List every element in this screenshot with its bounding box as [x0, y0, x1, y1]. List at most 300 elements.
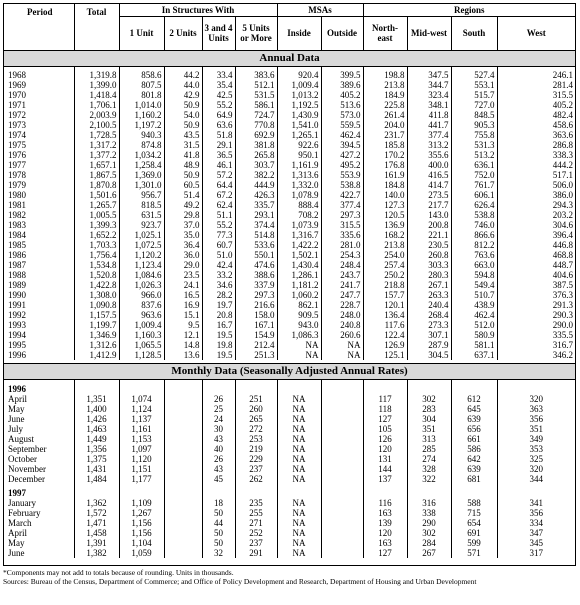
table-row [4, 474, 575, 484]
value-cell: 1,422.8 [74, 280, 119, 290]
value-cell: 338 [407, 508, 451, 518]
value-cell: 1,120 [119, 454, 164, 464]
value-cell: 1,312.6 [74, 340, 119, 350]
value-cell: NA [277, 394, 321, 404]
value-cell: 1,153 [119, 434, 164, 444]
value-cell: 1,502.1 [277, 250, 321, 260]
value-cell: 51.4 [164, 190, 202, 200]
value-cell: 50 [202, 538, 235, 548]
value-cell [321, 404, 363, 414]
value-cell: 1,534.8 [74, 260, 119, 270]
value-cell: 1,520.8 [74, 270, 119, 280]
value-cell: 51.1 [202, 210, 235, 220]
value-cell: 458.6 [552, 119, 574, 130]
table-row [4, 310, 575, 320]
value-cell: 1,104 [119, 538, 164, 548]
period-cell: 1981 [4, 200, 74, 210]
value-cell: 272 [235, 424, 277, 434]
value-cell: 888.4 [277, 200, 321, 210]
value-cell: 77.3 [202, 230, 235, 240]
value-cell: 1,412.9 [74, 350, 119, 360]
value-cell: 1,060.2 [277, 290, 321, 300]
value-cell [164, 508, 202, 518]
value-cell [321, 548, 363, 558]
value-cell: 549.4 [451, 280, 497, 290]
value-cell: 200.8 [407, 220, 451, 230]
monthly-data-title: Monthly Data (Seasonally Adjusted Annual Rates) [4, 363, 575, 379]
value-cell: 254.0 [363, 250, 407, 260]
value-cell: 14.8 [164, 340, 202, 350]
value-cell: NA [277, 498, 321, 508]
value-cell: 966.0 [119, 290, 164, 300]
value-cell: 1,317.2 [74, 140, 119, 150]
value-cell: 923.7 [119, 220, 164, 230]
header-regions: Regions [363, 4, 575, 16]
value-cell: 36.4 [164, 240, 202, 250]
header-west: West [497, 16, 575, 50]
value-cell: 1,351 [74, 394, 119, 404]
value-cell: 1,657.1 [74, 160, 119, 170]
value-cell: 387.5 [552, 279, 574, 290]
value-cell: 252 [235, 528, 277, 538]
period-cell: 1982 [4, 210, 74, 220]
value-cell: 351 [407, 424, 451, 434]
value-cell: 1,161.9 [277, 160, 321, 170]
value-cell: 286.8 [552, 139, 574, 150]
value-cell: 1,005.5 [74, 210, 119, 220]
value-cell: 307.1 [407, 330, 451, 340]
value-cell: 411.8 [407, 110, 451, 120]
value-cell: 1,137 [119, 414, 164, 424]
value-cell: 2,100.5 [74, 120, 119, 130]
table-row [4, 548, 575, 558]
value-cell: 637.1 [451, 350, 497, 360]
value-cell: 1,286.1 [277, 270, 321, 280]
value-cell: 639 [451, 414, 497, 424]
value-cell: 167.1 [235, 320, 277, 330]
value-cell: 1,014.0 [119, 100, 164, 110]
value-cell: 389.6 [321, 80, 363, 90]
value-cell: 715 [451, 508, 497, 518]
value-cell: 230.5 [407, 240, 451, 250]
value-cell: 1,422.2 [277, 240, 321, 250]
value-cell: 533.6 [235, 240, 277, 250]
period-cell: June [4, 548, 74, 558]
value-cell: 812.2 [451, 240, 497, 250]
period-cell: 1976 [4, 150, 74, 160]
value-cell: 273.3 [407, 320, 451, 330]
table-row [4, 220, 575, 230]
period-cell: 1987 [4, 260, 74, 270]
value-cell: 612 [451, 394, 497, 404]
value-cell: 691 [451, 528, 497, 538]
table-row [4, 498, 575, 508]
value-cell: 219 [235, 444, 277, 454]
value-cell: 44.2 [164, 66, 202, 80]
value-cell: 639 [451, 464, 497, 474]
value-cell: 376.3 [552, 289, 574, 300]
value-cell: 1,013.2 [277, 90, 321, 100]
period-cell: April [4, 528, 74, 538]
table-row [4, 320, 575, 330]
value-cell: 60.7 [202, 240, 235, 250]
value-cell: 1,177 [119, 474, 164, 484]
value-cell: 514.8 [235, 230, 277, 240]
value-cell [164, 464, 202, 474]
period-cell: June [4, 414, 74, 424]
value-cell: 1,652.2 [74, 230, 119, 240]
value-cell: 42.9 [164, 90, 202, 100]
value-cell: 1,426 [74, 414, 119, 424]
value-cell: 322 [407, 474, 451, 484]
value-cell: 1,109 [119, 498, 164, 508]
value-cell: 140.0 [363, 190, 407, 200]
value-cell: 240.8 [321, 320, 363, 330]
value-cell [164, 444, 202, 454]
value-cell: 40 [202, 444, 235, 454]
value-cell [321, 434, 363, 444]
value-cell: 1,449 [74, 434, 119, 444]
table-row [4, 424, 575, 434]
value-cell: 120 [363, 528, 407, 538]
value-cell: 761.7 [451, 180, 497, 190]
value-cell: 1,431 [74, 464, 119, 474]
value-cell: 45 [202, 474, 235, 484]
year-heading-row [4, 484, 575, 498]
value-cell: 399.5 [321, 66, 363, 80]
value-cell: 250.2 [363, 270, 407, 280]
value-cell: 770.8 [235, 120, 277, 130]
value-cell: NA [277, 528, 321, 538]
value-cell: 581.1 [451, 340, 497, 350]
value-cell: NA [277, 538, 321, 548]
value-cell: 1,463 [74, 424, 119, 434]
value-cell: 63.6 [202, 120, 235, 130]
value-cell [164, 434, 202, 444]
value-cell: 1,430.4 [277, 260, 321, 270]
table-row [4, 340, 575, 350]
table-row [4, 270, 575, 280]
value-cell: 246.1 [552, 69, 574, 80]
value-cell: 315.5 [552, 89, 574, 100]
table-row [4, 180, 575, 190]
period-cell: November [4, 464, 74, 474]
value-cell: 426.3 [235, 190, 277, 200]
value-cell: 268.4 [407, 310, 451, 320]
value-cell: 642 [451, 454, 497, 464]
value-cell: 1,157.5 [74, 310, 119, 320]
value-cell: 538.8 [451, 210, 497, 220]
value-cell: 126.9 [363, 340, 407, 350]
value-cell [321, 528, 363, 538]
value-cell: 383.6 [235, 66, 277, 80]
period-cell: October [4, 454, 74, 464]
value-cell [164, 518, 202, 528]
value-cell: 1,192.5 [277, 100, 321, 110]
value-cell [164, 548, 202, 558]
value-cell [321, 474, 363, 484]
value-cell: 241.7 [321, 280, 363, 290]
value-cell: 43 [202, 434, 235, 444]
value-cell: 531.5 [235, 90, 277, 100]
value-cell: 139 [363, 518, 407, 528]
value-cell: 848.5 [451, 110, 497, 120]
value-cell: 692.9 [235, 130, 277, 140]
value-cell: 303.3 [407, 260, 451, 270]
value-cell: 580.9 [451, 330, 497, 340]
period-cell: 1985 [4, 240, 74, 250]
year-heading: 1997 [4, 484, 74, 498]
value-cell: 257.4 [363, 260, 407, 270]
value-cell: 1,009.4 [119, 320, 164, 330]
value-cell: 26 [202, 454, 235, 464]
value-cell: 345 [529, 537, 544, 548]
value-cell: 184.9 [363, 90, 407, 100]
value-cell: 247.7 [321, 290, 363, 300]
value-cell: 1,025.1 [119, 230, 164, 240]
value-cell: 1,756.4 [74, 250, 119, 260]
period-cell: 1969 [4, 80, 74, 90]
value-cell: 251.3 [235, 350, 277, 360]
value-cell: 527.4 [451, 66, 497, 80]
value-cell: 656 [451, 424, 497, 434]
period-cell: April [4, 394, 74, 404]
value-cell: 347 [529, 527, 544, 538]
value-cell: 663.0 [451, 260, 497, 270]
value-cell: 28.2 [202, 290, 235, 300]
value-cell: 724.7 [235, 110, 277, 120]
value-cell: 1,151 [119, 464, 164, 474]
period-cell: 1995 [4, 340, 74, 350]
value-cell: 495.2 [321, 160, 363, 170]
value-cell: 335.6 [321, 230, 363, 240]
value-cell: 24 [202, 414, 235, 424]
value-cell: 550.1 [235, 250, 277, 260]
value-cell: 34.6 [202, 280, 235, 290]
value-cell: 1,258.4 [119, 160, 164, 170]
value-cell: 213.8 [363, 80, 407, 90]
period-cell: 1968 [4, 66, 74, 80]
period-cell: 1991 [4, 300, 74, 310]
value-cell: 260 [235, 404, 277, 414]
footnote-components: *Components may not add to totals because of rounding. Units in thousands. [3, 568, 234, 577]
value-cell: 441.7 [407, 120, 451, 130]
value-cell: 1,120.2 [119, 250, 164, 260]
value-cell: 303.7 [235, 160, 277, 170]
value-cell: 512.0 [451, 320, 497, 330]
value-cell: 18 [202, 498, 235, 508]
header-south: South [451, 16, 497, 50]
value-cell: 394.5 [321, 140, 363, 150]
value-cell: 654 [451, 518, 497, 528]
value-cell: 344 [529, 473, 544, 484]
period-cell: 1988 [4, 270, 74, 280]
value-cell: 51.8 [202, 130, 235, 140]
value-cell: 404.6 [552, 269, 574, 280]
value-cell: 48.9 [164, 160, 202, 170]
header-in-structures: In Structures With [119, 4, 277, 16]
value-cell: 283 [407, 404, 451, 414]
period-cell: 1977 [4, 160, 74, 170]
value-cell: 1,078.9 [277, 190, 321, 200]
value-cell: 588 [451, 498, 497, 508]
value-cell: 513.2 [451, 150, 497, 160]
value-cell: 1,065.5 [119, 340, 164, 350]
value-cell: 2,003.9 [74, 110, 119, 120]
value-cell: NA [277, 434, 321, 444]
value-cell: 161.9 [363, 170, 407, 180]
value-cell: 1,128.5 [119, 350, 164, 360]
value-cell: 482.4 [552, 109, 574, 120]
period-cell: 1975 [4, 140, 74, 150]
value-cell: 444.2 [552, 159, 574, 170]
value-cell: 304 [407, 414, 451, 424]
value-cell: 1,430.9 [277, 110, 321, 120]
value-cell: 316.7 [552, 339, 574, 350]
value-cell: 229 [235, 454, 277, 464]
value-cell: 265.8 [235, 150, 277, 160]
table-row [4, 508, 575, 518]
value-cell: 1,400 [74, 404, 119, 414]
value-cell: 1,377.2 [74, 150, 119, 160]
value-cell: 216.6 [235, 300, 277, 310]
value-cell: 1,267 [119, 508, 164, 518]
value-cell: 24.1 [164, 280, 202, 290]
value-cell: 37.0 [164, 220, 202, 230]
value-cell [164, 454, 202, 464]
value-cell: 25 [202, 404, 235, 414]
value-cell: 320 [529, 463, 544, 474]
value-cell: NA [277, 518, 321, 528]
value-cell: 323.4 [407, 90, 451, 100]
value-cell: 31.5 [164, 140, 202, 150]
value-cell: NA [277, 444, 321, 454]
value-cell: 553.9 [321, 170, 363, 180]
value-cell: 858.6 [119, 66, 164, 80]
value-cell: 448.7 [552, 259, 574, 270]
value-cell: 265 [235, 414, 277, 424]
value-cell: 348.1 [407, 100, 451, 110]
value-cell: 462.4 [321, 130, 363, 140]
value-cell: 285 [407, 444, 451, 454]
value-cell: 29.0 [164, 260, 202, 270]
value-cell: 1,124 [119, 404, 164, 414]
value-cell: 338.3 [552, 149, 574, 160]
value-cell: 1,059 [119, 548, 164, 558]
value-cell: 304.6 [552, 219, 574, 230]
value-cell [321, 454, 363, 464]
value-cell: 1,084.6 [119, 270, 164, 280]
value-cell: 474.6 [235, 260, 277, 270]
value-cell: 427.2 [321, 150, 363, 160]
table-row [4, 240, 575, 250]
table-row [4, 290, 575, 300]
period-cell: 1971 [4, 100, 74, 110]
period-cell: 1983 [4, 220, 74, 230]
value-cell: 280.3 [407, 270, 451, 280]
value-cell: 531.3 [451, 140, 497, 150]
value-cell: 237 [235, 538, 277, 548]
period-cell: 1986 [4, 250, 74, 260]
value-cell: 356 [529, 507, 544, 518]
value-cell: 19.5 [202, 330, 235, 340]
value-cell: 143.0 [407, 210, 451, 220]
value-cell: 1,160.2 [119, 110, 164, 120]
value-cell: 636.1 [451, 160, 497, 170]
value-cell: 116 [363, 498, 407, 508]
value-cell: 248.0 [321, 310, 363, 320]
period-cell: 1972 [4, 110, 74, 120]
value-cell: 1,319.8 [74, 66, 119, 80]
table-row [4, 130, 575, 140]
value-cell [321, 394, 363, 404]
value-cell: 294.3 [552, 199, 574, 210]
value-cell: 763.6 [451, 250, 497, 260]
table-row [4, 230, 575, 240]
table-row [4, 100, 575, 110]
value-cell: 137 [363, 474, 407, 484]
value-cell: 43.5 [164, 130, 202, 140]
value-cell: 1,161 [119, 424, 164, 434]
period-cell: 1980 [4, 190, 74, 200]
value-cell: 291.3 [552, 299, 574, 310]
table-row [4, 444, 575, 454]
value-cell: 235 [235, 498, 277, 508]
value-cell: 163 [363, 508, 407, 518]
monthly-data-body [4, 363, 575, 558]
value-cell [164, 538, 202, 548]
value-cell: NA [277, 404, 321, 414]
table-row [4, 260, 575, 270]
period-cell: May [4, 404, 74, 414]
value-cell: 237 [235, 464, 277, 474]
value-cell: 422.7 [321, 190, 363, 200]
value-cell: 287.9 [407, 340, 451, 350]
header-5-units: 5 Units or More [235, 16, 277, 50]
value-cell: 168.2 [363, 230, 407, 240]
value-cell: 281.4 [552, 79, 574, 90]
table-row [4, 464, 575, 474]
value-cell: 807.5 [119, 80, 164, 90]
period-cell: 1990 [4, 290, 74, 300]
value-cell: 50 [202, 508, 235, 518]
value-cell: 35.0 [164, 230, 202, 240]
value-cell: 46.1 [202, 160, 235, 170]
value-cell: 382.2 [235, 170, 277, 180]
value-cell: 1,399.0 [74, 80, 119, 90]
period-cell: December [4, 474, 74, 484]
value-cell: 335.5 [552, 329, 574, 340]
value-cell: 517.1 [552, 169, 574, 180]
value-cell: NA [277, 508, 321, 518]
value-cell: 905.3 [451, 120, 497, 130]
value-cell: 64.9 [202, 110, 235, 120]
value-cell [164, 498, 202, 508]
value-cell: 225.8 [363, 100, 407, 110]
housing-starts-table-frame [3, 3, 576, 566]
value-cell: 316 [407, 498, 451, 508]
value-cell: 381.8 [235, 140, 277, 150]
value-cell: 64.4 [202, 180, 235, 190]
period-cell: 1978 [4, 170, 74, 180]
period-cell: 1994 [4, 330, 74, 340]
value-cell: 1,541.0 [277, 120, 321, 130]
value-cell: 213.8 [363, 240, 407, 250]
value-cell: 57.2 [202, 170, 235, 180]
value-cell: 313 [407, 434, 451, 444]
value-cell: 144 [363, 464, 407, 474]
table-row [4, 404, 575, 414]
